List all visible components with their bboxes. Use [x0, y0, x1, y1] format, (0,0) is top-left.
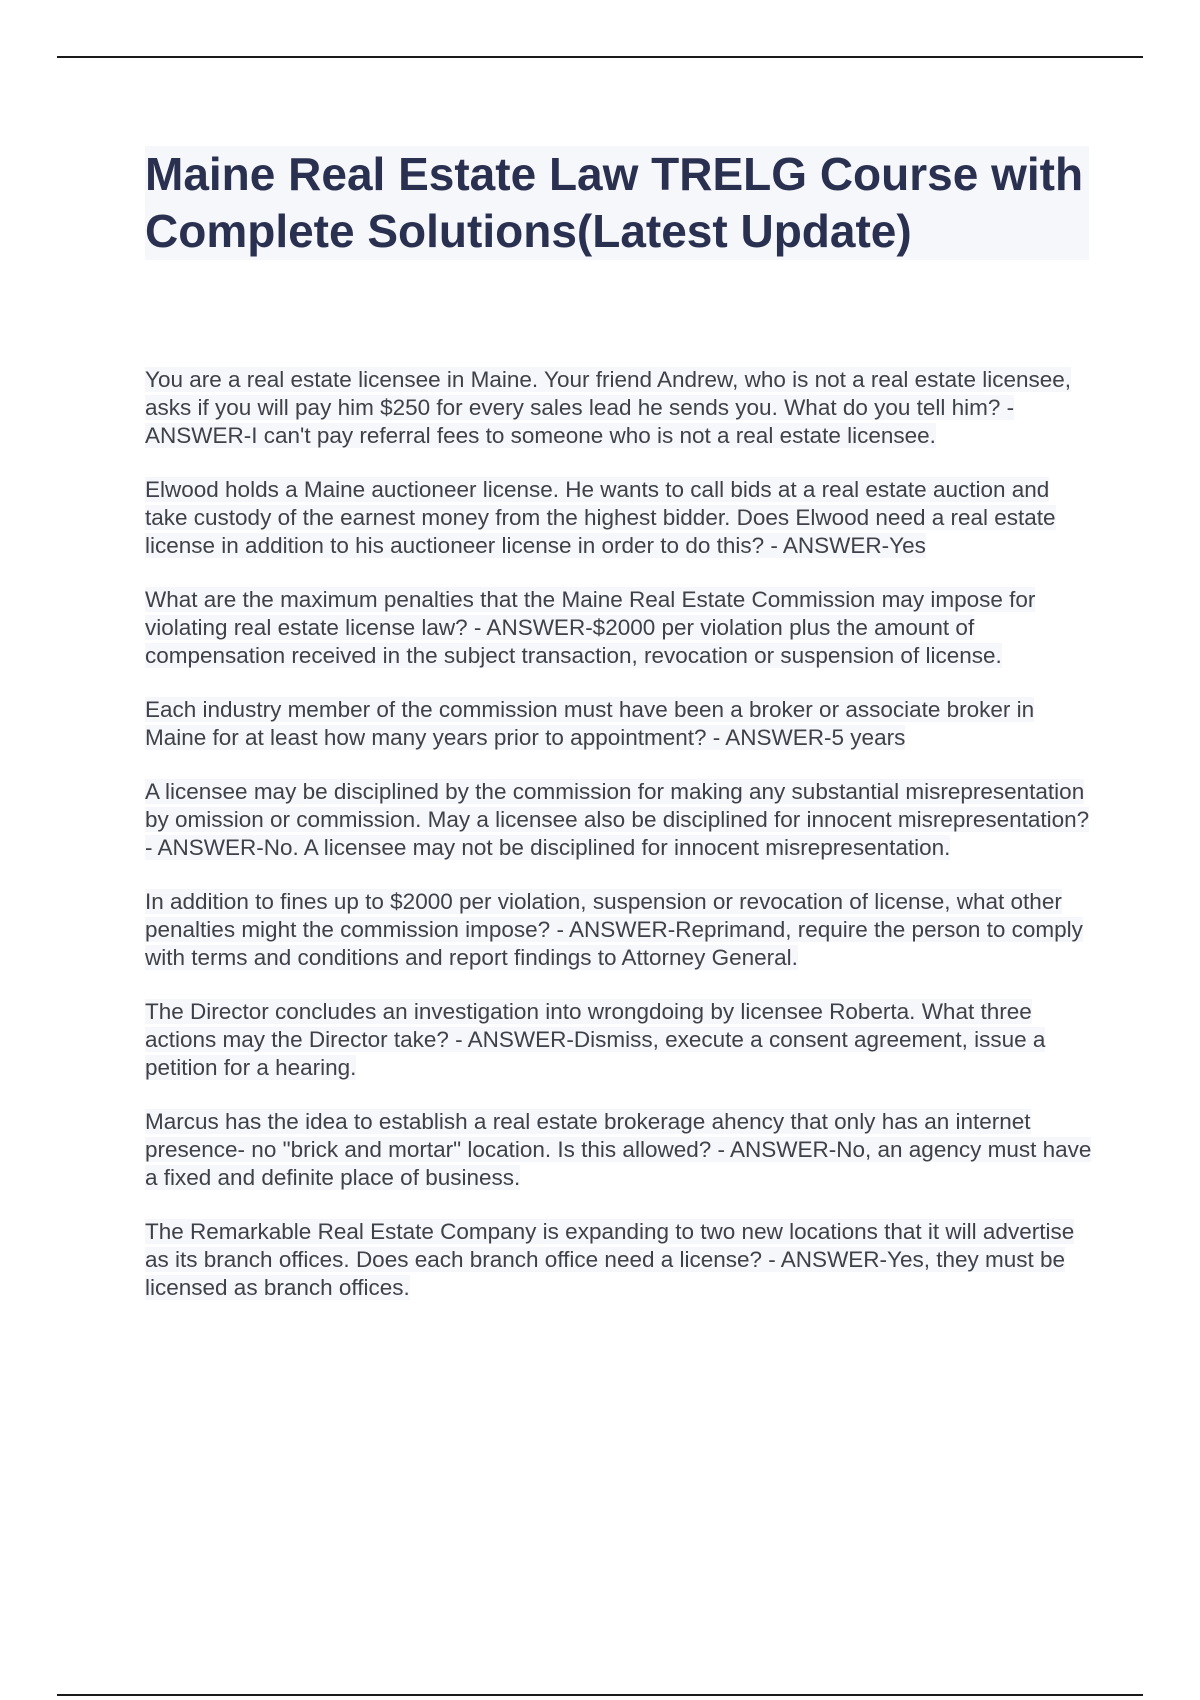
- qa-item-text: Marcus has the idea to establish a real estate brokerage ahency that only has an internet presence- no "brick and mortar" location. Is this allowed? - ANSWER-No, an agency must have a fixed and definite place of business.: [145, 1109, 1092, 1190]
- qa-item: [145, 586, 1093, 670]
- document-title: Maine Real Estate Law TRELG Course with Complete Solutions(Latest Update): [145, 148, 1084, 257]
- title-block: [145, 146, 1089, 260]
- qa-list: [145, 366, 1093, 1328]
- qa-item: [145, 778, 1093, 862]
- qa-item: [145, 1218, 1093, 1302]
- qa-item-text: A licensee may be disciplined by the commission for making any substantial misrepresentation by omission or commission. May a licensee also be disciplined for innocent misrepresentation? - ANSWER-No. A licensee may not be disciplined for innocent misrepresentation.: [145, 779, 1090, 860]
- qa-item-text: The Director concludes an investigation into wrongdoing by licensee Roberta. What three actions may the Director take? - ANSWER-Dismiss, execute a consent agreement, issue a petition for a hearing.: [145, 999, 1046, 1080]
- qa-item: [145, 476, 1093, 560]
- qa-item: [145, 888, 1093, 972]
- qa-item-text: What are the maximum penalties that the Maine Real Estate Commission may impose for violating real estate license law? - ANSWER-$2000 per violation plus the amount of compensation received in the subject transaction, revocation or suspension of license.: [145, 587, 1036, 668]
- qa-item: [145, 696, 1093, 752]
- qa-item: [145, 366, 1093, 450]
- qa-item: [145, 1108, 1093, 1192]
- qa-item-text: In addition to fines up to $2000 per violation, suspension or revocation of license, what other penalties might the commission impose? - ANSWER-Reprimand, require the person to comply with terms and conditions and report findings to Attorney General.: [145, 889, 1083, 970]
- header-rule: [57, 56, 1143, 58]
- qa-item-text: Elwood holds a Maine auctioneer license. He wants to call bids at a real estate auction and take custody of the earnest money from the highest bidder. Does Elwood need a real estate license in addition to his auctioneer license in order to do this? - ANSWER-Yes: [145, 477, 1056, 558]
- qa-item-text: Each industry member of the commission must have been a broker or associate broker in Maine for at least how many years prior to appointment? - ANSWER-5 years: [145, 697, 1035, 750]
- qa-item-text: The Remarkable Real Estate Company is expanding to two new locations that it will advertise as its branch offices. Does each branch office need a license? - ANSWER-Yes, they must be licensed as branch offices.: [145, 1219, 1075, 1300]
- footer-rule: [57, 1694, 1143, 1696]
- qa-item-text: You are a real estate licensee in Maine. Your friend Andrew, who is not a real estate licensee, asks if you will pay him $250 for every sales lead he sends you. What do you tell him? - ANSWER-I can't pay referral fees to someone who is not a real estate licensee.: [145, 367, 1072, 448]
- qa-item: [145, 998, 1093, 1082]
